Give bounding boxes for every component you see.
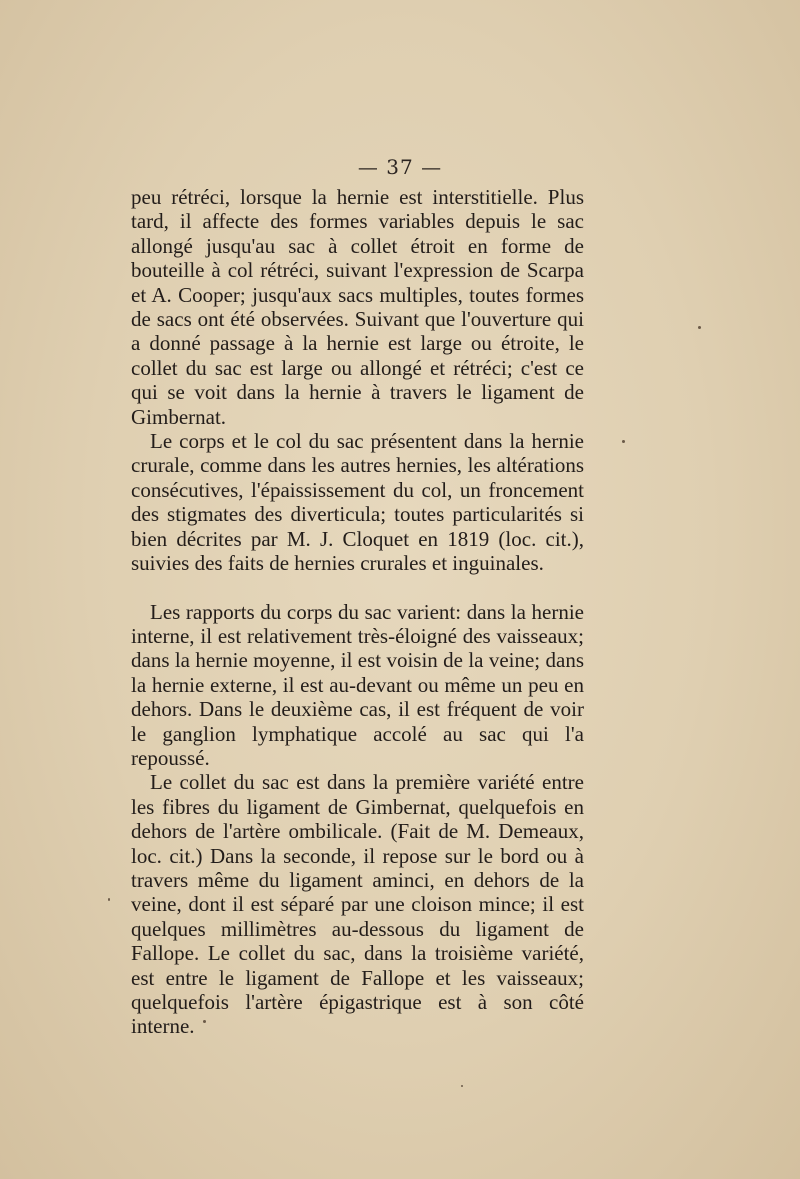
paragraph-4: Le collet du sac est dans la première variété entre les fibres du ligament de Gimbernat, quelquefois en dehors de l'artère ombilicale. (Fait de M. Demeaux, loc. cit.) Dans la seconde, il repose sur le bord ou à travers même du ligament aminci, en dehors de la veine, dont il est séparé par une cloison mince; il est quelques millimètres au-dessous du ligament de Fallope. Le collet du sac, dans la troisième variété, est entre le ligament de Fallope et les vaisseaux; quelquefois l'artère épigastrique est à son côté interne. [131, 770, 584, 1039]
paper-speck [203, 1020, 206, 1023]
paper-speck [108, 898, 110, 901]
paper-speck [698, 326, 701, 329]
paragraph-1: peu rétréci, lorsque la hernie est interstitielle. Plus tard, il affecte des formes variables depuis le sac allongé jusqu'au sac à collet étroit en forme de bouteille à col rétréci, suivant l'expression de Scarpa et A. Cooper; jusqu'aux sacs multiples, toutes formes de sacs ont été observées. Suivant que l'ouverture qui a donné passage à la hernie est large ou étroite, le collet du sac est large ou allongé et rétréci; c'est ce qui se voit dans la hernie à travers le ligament de Gimbernat. [131, 185, 584, 429]
paper-speck [461, 1085, 463, 1087]
paragraph-2: Le corps et le col du sac présentent dans la hernie crurale, comme dans les autres hernies, les altérations consécutives, l'épaississement du col, un froncement des stigmates des diverticula; toutes particularités si bien décrites par M. J. Cloquet en 1819 (loc. cit.), suivies des faits de hernies crurales et inguinales. [131, 429, 584, 576]
page-number: — 37 — [357, 155, 443, 179]
paragraph-3: Les rapports du corps du sac varient: dans la hernie interne, il est relativement très-éloigné des vaisseaux; dans la hernie moyenne, il est voisin de la veine; dans la hernie externe, il est au-devant ou même un peu en dehors. Dans le deuxième cas, il est fréquent de voir le ganglion lymphatique accolé au sac qui l'a repoussé. [131, 599, 584, 770]
paper-speck [622, 440, 625, 443]
body-text [131, 185, 584, 1039]
